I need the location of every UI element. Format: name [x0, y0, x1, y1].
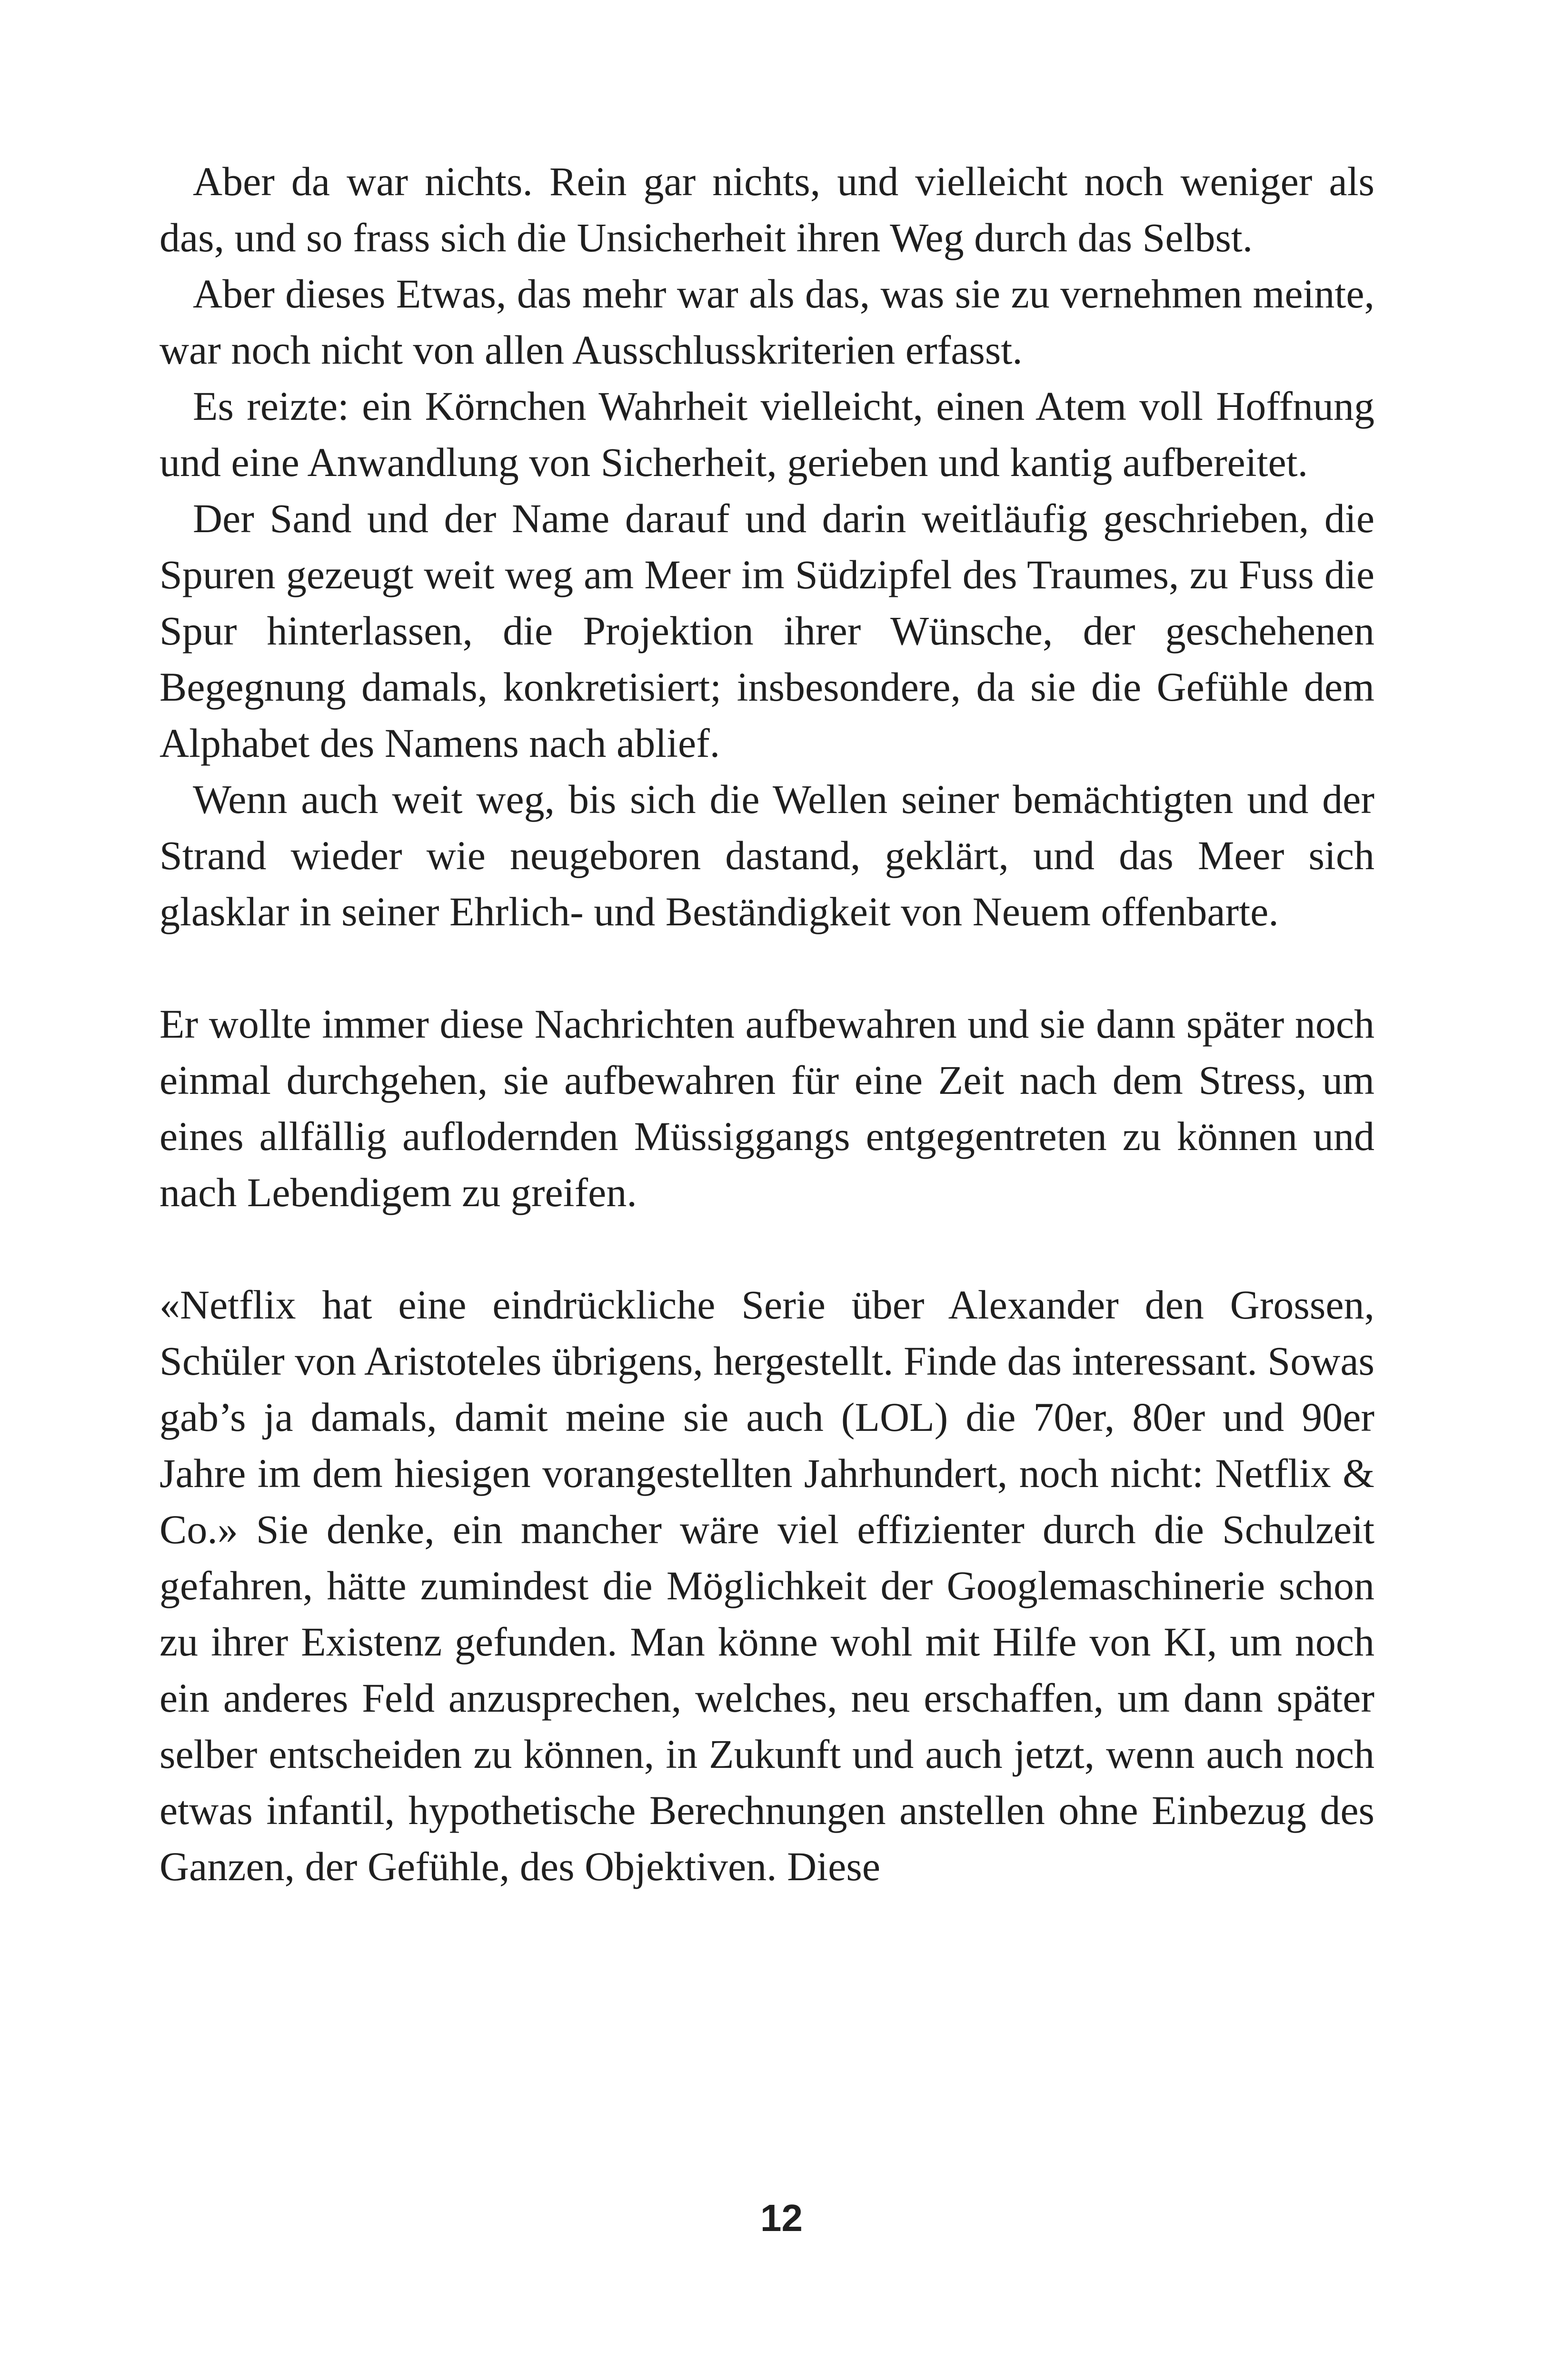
paragraph-4: Der Sand und der Name darauf und darin weitläufig geschrieben, die Spuren gezeugt weit weg am Meer im Südzipfel des Traumes, zu Fuss die Spur hinterlassen, die Projektion ihrer Wünsche, der geschehenen Begegnung damals, konkretisiert; insbesondere, da sie die Gefühle dem Alphabet des Namens nach ablief. — [159, 496, 1374, 766]
paragraph-3: Es reizte: ein Körnchen Wahrheit vielleicht, einen Atem voll Hoffnung und eine Anwandlung von Sicherheit, gerieben und kantig aufbereitet. — [159, 383, 1374, 485]
page-number: 12 — [760, 2197, 803, 2239]
paragraph-6: Er wollte immer diese Nachrichten aufbewahren und sie dann später noch einmal durchgehen, sie aufbewahren für eine Zeit nach dem Stress, um eines allfällig auflodernden Müssiggangs entgegentreten zu können und nach Lebendigem zu greifen. — [159, 1001, 1374, 1215]
paragraph-1: Aber da war nichts. Rein gar nichts, und vielleicht noch weniger als das, und so frass sich die Unsicherheit ihren Weg durch das Selbst. — [159, 159, 1374, 260]
paragraph-7: «Netflix hat eine eindrückliche Serie über Alexander den Grossen, Schüler von Aristoteles übrigens, hergestellt. Finde das interessant. Sowas gab’s ja damals, damit meine sie auch (LOL) die 70er, 80er und 90er Jahre im dem hiesigen vorangestellten Jahrhundert, noch nicht: Netflix & Co.» Sie denke, ein mancher wäre viel effizienter durch die Schulzeit gefahren, hätte zumindest die Möglichkeit der Googlemaschinerie schon zu ihrer Existenz gefunden. Man könne wohl mit Hilfe von KI, um noch ein anderes Feld anzusprechen, welches, neu erschaffen, um dann später selber entscheiden zu können, in Zukunft und auch jetzt, wenn auch noch etwas infantil, hypothetische Berechnungen anstellen ohne Einbezug des Ganzen, der Gefühle, des Objektiven. Diese — [159, 1282, 1374, 1889]
paragraph-2: Aber dieses Etwas, das mehr war als das, was sie zu vernehmen meinte, war noch nicht von allen Ausschlusskriterien erfasst. — [159, 271, 1374, 373]
body-text — [159, 153, 1374, 1894]
paragraph-5: Wenn auch weit weg, bis sich die Wellen seiner bemächtigten und der Strand wieder wie neugeboren dastand, geklärt, und das Meer sich glasklar in seiner Ehrlich- und Beständigkeit von Neuem offenbarte. — [159, 776, 1374, 934]
